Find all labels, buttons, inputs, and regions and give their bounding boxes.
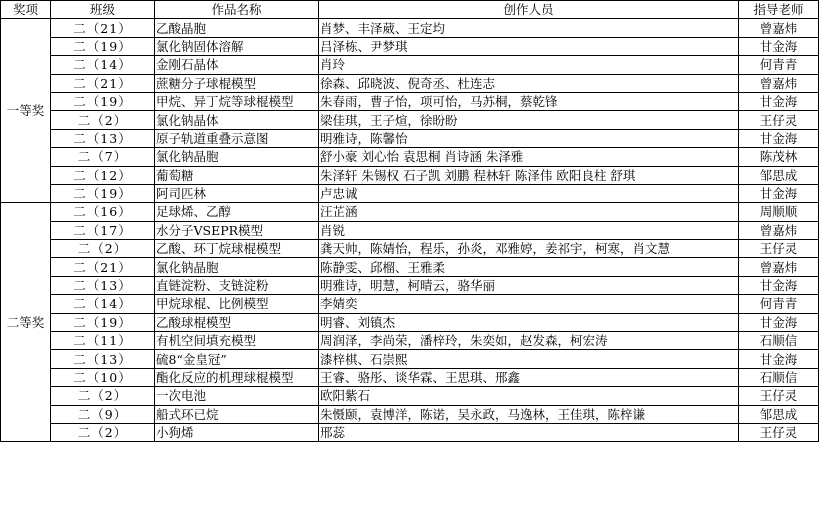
table-row [1,258,819,276]
table-row [1,111,819,129]
class-cell: 二（21） [51,258,155,276]
teacher-cell: 曾嘉炜 [739,74,819,92]
work-name-cell: 氯化钠晶胞 [155,148,319,166]
award-level-cell: 一等奖 [1,19,51,203]
class-cell: 二（21） [51,74,155,92]
work-name-cell: 原子轨道重叠示意图 [155,129,319,147]
creators-cell: 明睿、刘镇杰 [319,313,739,331]
class-cell: 二（9） [51,405,155,423]
creators-cell: 徐森、邱晓波、倪奇丞、杜连志 [319,74,739,92]
table-row [1,387,819,405]
work-name-cell: 乙酸球棍模型 [155,313,319,331]
class-cell: 二（2） [51,423,155,441]
teacher-cell: 甘金海 [739,92,819,110]
creators-cell: 欧阳紫石 [319,387,739,405]
table-row [1,295,819,313]
teacher-cell: 曾嘉炜 [739,19,819,37]
table-row [1,276,819,294]
header-work: 作品名称 [155,1,319,19]
teacher-cell: 王仔灵 [739,423,819,441]
table-row [1,184,819,202]
creators-cell: 陈静雯、邱榴、王雅柔 [319,258,739,276]
creators-cell: 肖锐 [319,221,739,239]
header-award: 奖项 [1,1,51,19]
teacher-cell: 甘金海 [739,129,819,147]
table-row [1,56,819,74]
creators-cell: 汪芷涵 [319,203,739,221]
teacher-cell: 王仔灵 [739,240,819,258]
class-cell: 二（21） [51,19,155,37]
work-name-cell: 甲烷、异丁烷等球棍模型 [155,92,319,110]
class-cell: 二（2） [51,387,155,405]
table-row [1,129,819,147]
creators-cell: 邢蕊 [319,423,739,441]
teacher-cell: 甘金海 [739,313,819,331]
class-cell: 二（14） [51,56,155,74]
header-row [1,1,819,19]
class-cell: 二（17） [51,221,155,239]
creators-cell: 明雅诗，陈馨怡 [319,129,739,147]
creators-cell: 龚天帅，陈婧怡，程乐，孙炎，邓雅婷，姜祁宇，柯寒，肖文慧 [319,240,739,258]
work-name-cell: 乙酸、环丁烷球棍模型 [155,240,319,258]
table-row [1,19,819,37]
work-name-cell: 氯化钠晶体 [155,111,319,129]
table-body [1,19,819,442]
header-teacher: 指导老师 [739,1,819,19]
class-cell: 二（2） [51,240,155,258]
table-row [1,313,819,331]
teacher-cell: 石顺信 [739,368,819,386]
class-cell: 二（13） [51,350,155,368]
table-row [1,332,819,350]
work-name-cell: 水分子VSEPR模型 [155,221,319,239]
creators-cell: 舒小豪 刘心怡 袁思桐 肖诗涵 朱泽雅 [319,148,739,166]
work-name-cell: 有机空间填充模型 [155,332,319,350]
class-cell: 二（11） [51,332,155,350]
teacher-cell: 甘金海 [739,350,819,368]
header-class: 班级 [51,1,155,19]
table-row [1,240,819,258]
table-row [1,74,819,92]
table-row [1,405,819,423]
class-cell: 二（13） [51,276,155,294]
teacher-cell: 何青青 [739,56,819,74]
class-cell: 二（13） [51,129,155,147]
class-cell: 二（19） [51,184,155,202]
work-name-cell: 金刚石晶体 [155,56,319,74]
work-name-cell: 船式环已烷 [155,405,319,423]
teacher-cell: 甘金海 [739,37,819,55]
work-name-cell: 酯化反应的机理球棍模型 [155,368,319,386]
teacher-cell: 邹思成 [739,166,819,184]
table-row [1,350,819,368]
table-row [1,37,819,55]
teacher-cell: 曾嘉炜 [739,221,819,239]
creators-cell: 吕泽栋、尹梦琪 [319,37,739,55]
work-name-cell: 足球烯、乙醇 [155,203,319,221]
table-row [1,166,819,184]
class-cell: 二（19） [51,92,155,110]
class-cell: 二（19） [51,313,155,331]
work-name-cell: 小狗烯 [155,423,319,441]
creators-cell: 朱春雨，曹子怡，项可怡，马苏桐，蔡乾锋 [319,92,739,110]
teacher-cell: 何青青 [739,295,819,313]
work-name-cell: 一次电池 [155,387,319,405]
work-name-cell: 葡萄糖 [155,166,319,184]
work-name-cell: 乙酸晶胞 [155,19,319,37]
teacher-cell: 周顺顺 [739,203,819,221]
work-name-cell: 硫8“金皇冠” [155,350,319,368]
teacher-cell: 王仔灵 [739,387,819,405]
teacher-cell: 曾嘉炜 [739,258,819,276]
creators-cell: 明雅诗，明慧，柯晴云，骆华丽 [319,276,739,294]
creators-cell: 肖玲 [319,56,739,74]
table-row [1,423,819,441]
award-level-cell: 二等奖 [1,203,51,442]
creators-cell: 朱泽轩 朱锡权 石子凯 刘鹏 程林轩 陈泽伟 欧阳良柱 舒琪 [319,166,739,184]
creators-cell: 朱慑颐，袁博洋，陈诺，吴永政，马逸林，王佳琪，陈梓谦 [319,405,739,423]
work-name-cell: 甲烷球棍、比例模型 [155,295,319,313]
header-creators: 创作人员 [319,1,739,19]
creators-cell: 周润泽，李尚荣，潘梓玲，朱奕如，赵发森，柯宏涛 [319,332,739,350]
work-name-cell: 直链淀粉、支链淀粉 [155,276,319,294]
creators-cell: 王睿、骆彤、谈华霖、王思琪、邢鑫 [319,368,739,386]
class-cell: 二（14） [51,295,155,313]
creators-cell: 梁佳琪，王子煊，徐盼盼 [319,111,739,129]
work-name-cell: 蔗糖分子球棍模型 [155,74,319,92]
class-cell: 二（19） [51,37,155,55]
teacher-cell: 甘金海 [739,276,819,294]
teacher-cell: 邹思成 [739,405,819,423]
class-cell: 二（7） [51,148,155,166]
teacher-cell: 王仔灵 [739,111,819,129]
table-row [1,92,819,110]
class-cell: 二（10） [51,368,155,386]
teacher-cell: 石顺信 [739,332,819,350]
creators-cell: 卢忠诚 [319,184,739,202]
table-row [1,148,819,166]
class-cell: 二（16） [51,203,155,221]
work-name-cell: 氯化钠晶胞 [155,258,319,276]
table-row [1,203,819,221]
work-name-cell: 氯化钠固体溶解 [155,37,319,55]
creators-cell: 李婧奕 [319,295,739,313]
class-cell: 二（12） [51,166,155,184]
creators-cell: 漆梓棋、石崇熙 [319,350,739,368]
teacher-cell: 甘金海 [739,184,819,202]
class-cell: 二（2） [51,111,155,129]
table-row [1,221,819,239]
work-name-cell: 阿司匹林 [155,184,319,202]
table-row [1,368,819,386]
creators-cell: 肖梦、丰泽葳、王定均 [319,19,739,37]
teacher-cell: 陈茂林 [739,148,819,166]
